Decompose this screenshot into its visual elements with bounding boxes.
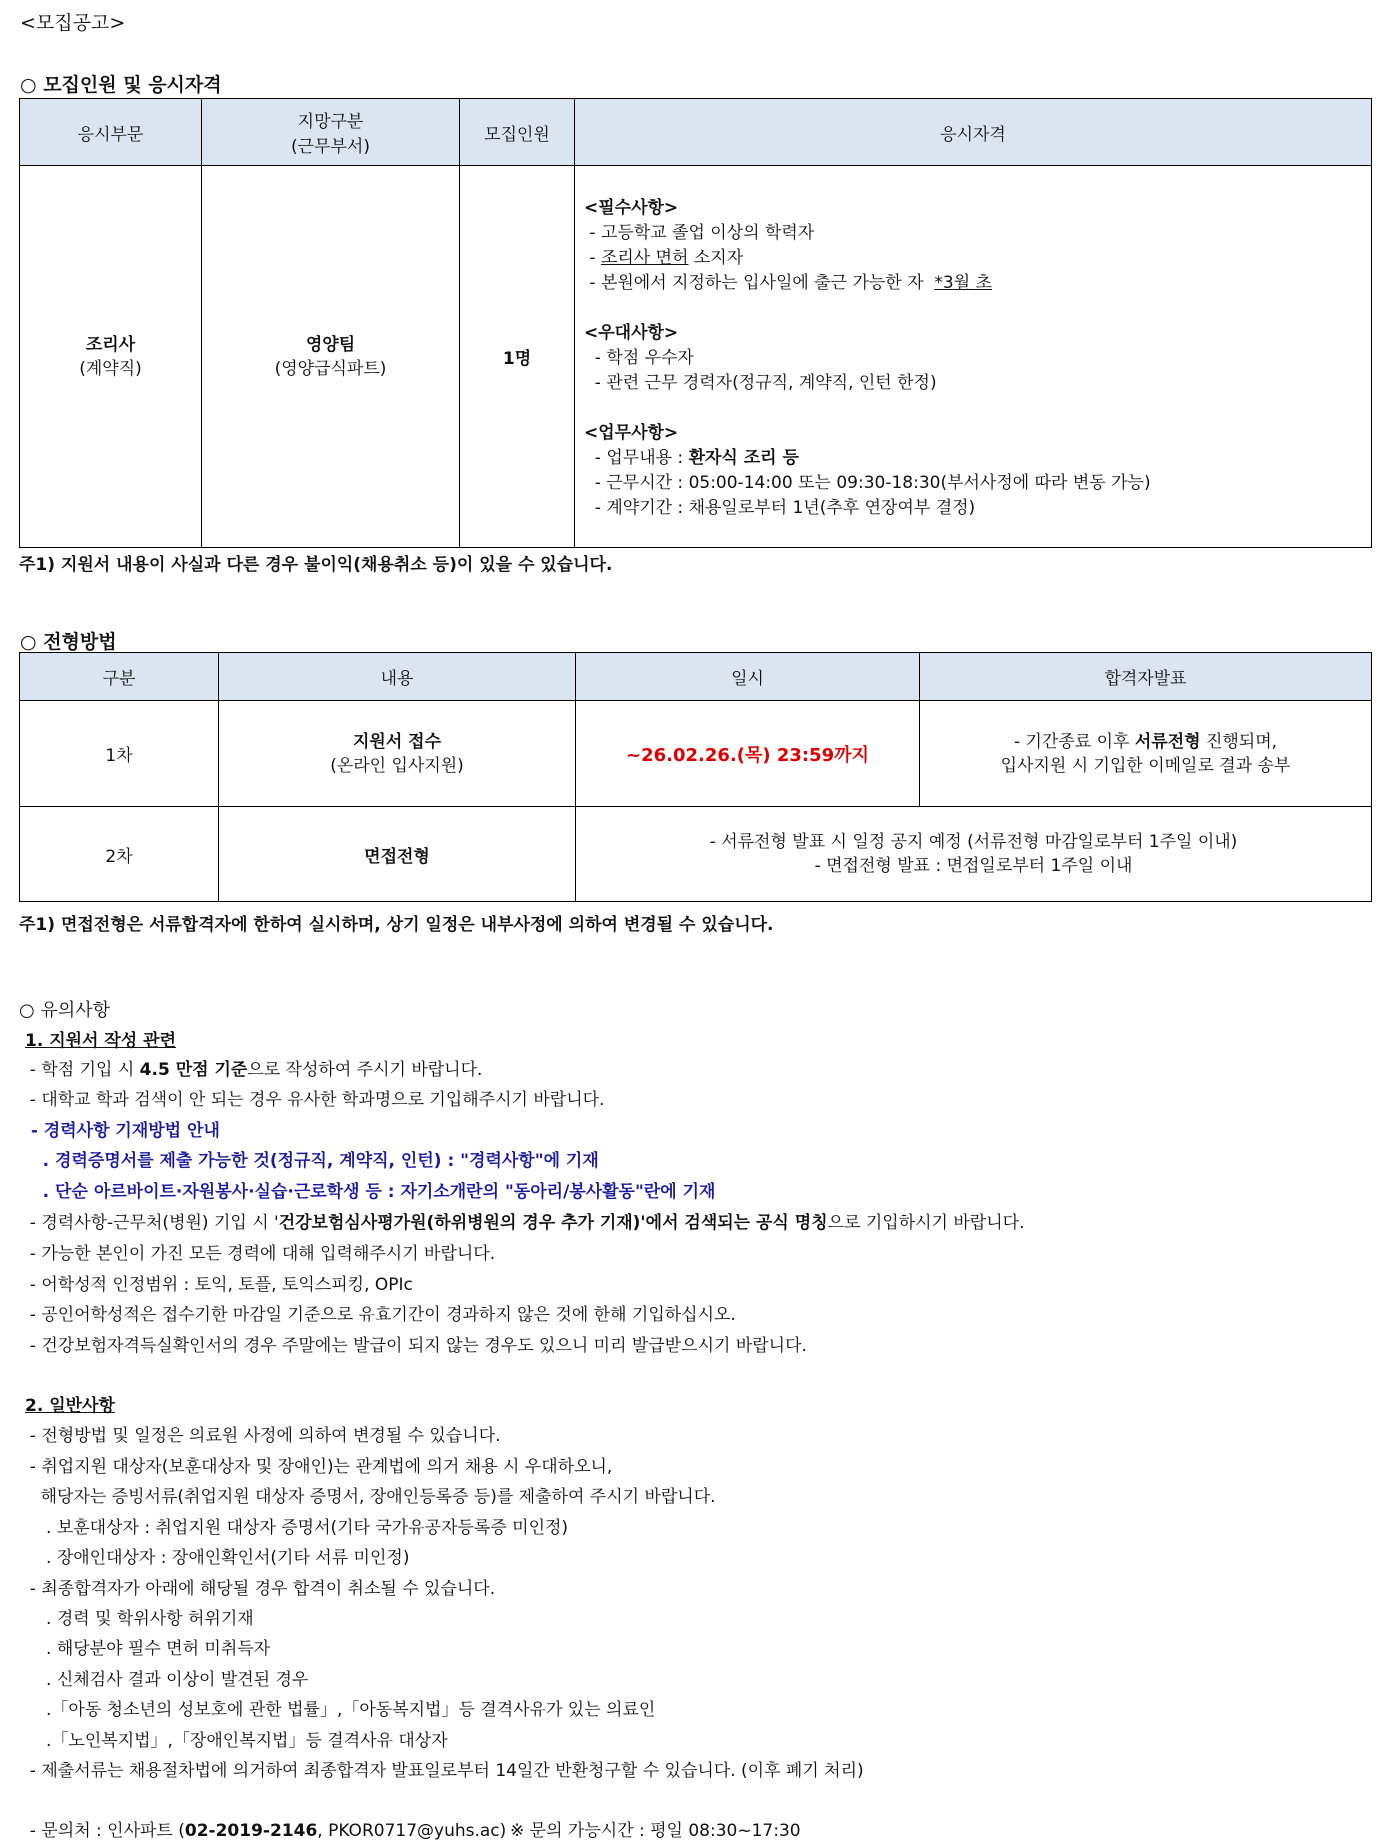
notice-b8: . 해당분야 필수 면허 미취득자 (19, 1639, 271, 1659)
dept-type: (계약직) (79, 358, 142, 379)
header-content: 내용 (219, 653, 576, 701)
cell-dept (20, 166, 202, 548)
notice-a6-pre: - 경력사항-근무처(병원) 기입 시 ' (19, 1213, 279, 1233)
notice-a1-post: 으로 작성하여 주시기 바랍니다. (247, 1060, 483, 1080)
notice-a1-pre: - 학점 기입 시 (19, 1060, 140, 1080)
section-heading-process: ○ 전형방법 (20, 631, 117, 653)
header-qualifications: 응시자격 (575, 99, 1372, 166)
stage-1-result-line2: 입사지원 시 기입한 이메일로 결과 송부 (1000, 755, 1291, 776)
stage-1-content-sub: (온라인 입사지원) (330, 755, 464, 776)
notice-a5: . 단순 아르바이트·자원봉사·실습·근로학생 등 : 자기소개란의 "동아리/봉사활동"란에 기재 (19, 1182, 716, 1202)
req-1: - 고등학교 졸업 이상의 학력자 (584, 223, 815, 243)
duty-1 (584, 446, 1371, 471)
recruitment-table (19, 98, 1372, 548)
pref-2: - 관련 근무 경력자(정규직, 계약직, 인턴 한정) (584, 373, 937, 393)
cell-count: 1명 (460, 166, 575, 548)
contact-line (19, 1816, 506, 1841)
notice-b2: - 취업지원 대상자(보훈대상자 및 장애인)는 관계법에 의거 채용 시 우대하오니, (19, 1457, 613, 1477)
stage-2-result-line2: - 면접전형 발표 : 면접일로부터 1주일 이내 (814, 856, 1133, 876)
team-name: 영양팀 (305, 334, 356, 355)
section-heading-recruitment: ○ 모집인원 및 응시자격 (20, 74, 222, 96)
notice-a10: - 건강보험자격득실확인서의 경우 주말에는 발급이 되지 않는 경우도 있으니 미리 발급받으시기 바랍니다. (19, 1336, 807, 1356)
stage-1-result-a: - 기간종료 이후 (1013, 731, 1135, 752)
notice-a1-bold: 4.5 만점 기준 (139, 1060, 248, 1080)
notice-b9: . 신체검사 결과 이상이 발견된 경우 (19, 1670, 309, 1690)
header-result: 합격자발표 (920, 653, 1372, 701)
header-date: 일시 (576, 653, 920, 701)
duty-1-prefix: - 업무내용 : (584, 448, 689, 468)
req-title: <필수사항> (584, 198, 679, 218)
process-table (19, 652, 1372, 902)
contact-post: , PKOR0717@yuhs.ac) (317, 1821, 507, 1841)
stage-1-result-b: 서류전형 (1134, 731, 1201, 752)
contact-hours: ※ 문의 가능시간 : 평일 08:30~17:30 (510, 1821, 801, 1841)
req-3-text: - 본원에서 지정하는 입사일에 출근 가능한 자 (584, 273, 935, 293)
pref-1: - 학점 우수자 (584, 348, 694, 368)
header-team (202, 99, 460, 166)
team-part: (영양급식파트) (274, 358, 387, 379)
req-2-license: 조리사 면허 (600, 248, 689, 268)
spacer (584, 396, 1371, 421)
header-team-label: 지망구분 (297, 112, 364, 132)
notice-b6: - 최종합격자가 아래에 해당될 경우 합격이 취소될 수 있습니다. (19, 1579, 496, 1599)
sub-heading-application: 1. 지원서 작성 관련 (25, 1031, 176, 1051)
stage-1-content (219, 701, 576, 807)
notice-b11: .「노인복지법」,「장애인복지법」등 결격사유 대상자 (19, 1731, 448, 1751)
notice-a2: - 대학교 학과 검색이 안 되는 경우 유사한 학과명으로 기입해주시기 바랍니다. (19, 1090, 605, 1110)
req-3-date: *3월 초 (934, 273, 992, 293)
notice-a6-bold: 건강보험심사평가원(하위병원의 경우 추가 기재)'에서 검색되는 공식 명칭 (278, 1213, 828, 1233)
req-3 (584, 271, 1371, 296)
header-count: 모집인원 (460, 99, 575, 166)
duty-2: - 근무시간 : 05:00-14:00 또는 09:30-18:30(부서사정에 따라 변동 가능) (584, 473, 1151, 493)
stage-2-result-line1: - 서류전형 발표 시 일정 공지 예정 (서류전형 마감일로부터 1주일 이내) (709, 832, 1238, 852)
header-team-dept: (근무부서) (291, 137, 370, 157)
stage-1-result-line1 (920, 730, 1371, 754)
notice-b4: . 보훈대상자 : 취업지원 대상자 증명서(기타 국가유공자등록증 미인정) (19, 1518, 569, 1538)
notice-a6 (19, 1208, 1024, 1233)
contact-phone: 02-2019-2146 (184, 1821, 318, 1841)
notice-b1: - 전형방법 및 일정은 의료원 사정에 의하여 변경될 수 있습니다. (19, 1426, 501, 1446)
notice-a1 (19, 1055, 482, 1080)
notice-a4: . 경력증명서를 제출 가능한 것(정규직, 계약직, 인턴) : "경력사항"에 기재 (19, 1151, 599, 1171)
notice-b10: .「아동 청소년의 성보호에 관한 법률」,「아동복지법」등 결격사유가 있는 의료인 (19, 1700, 656, 1720)
stage-2-result (576, 807, 1372, 902)
notice-a9: - 공인어학성적은 접수기한 마감일 기준으로 유효기간이 경과하지 않은 것에 한해 기입하십시오. (19, 1305, 736, 1325)
page-title: <모집공고> (20, 12, 126, 34)
stage-1-date: ~26.02.26.(목) 23:59까지 (576, 701, 920, 807)
stage-2: 2차 (20, 807, 219, 902)
cell-team (202, 166, 460, 548)
dept-name: 조리사 (85, 334, 136, 355)
notice-a7: - 가능한 본인이 가진 모든 경력에 대해 입력해주시기 바랍니다. (19, 1244, 496, 1264)
note-recruitment: 주1) 지원서 내용이 사실과 다른 경우 불이익(채용취소 등)이 있을 수 있습니다. (19, 555, 613, 575)
contact-pre: - 문의처 : 인사파트 ( (19, 1821, 185, 1841)
req-2-prefix: - (584, 248, 601, 268)
spacer (584, 296, 1371, 321)
note-process: 주1) 면접전형은 서류합격자에 한하여 실시하며, 상기 일정은 내부사정에 의하여 변경될 수 있습니다. (19, 915, 774, 935)
section-heading-notices: ○ 유의사항 (19, 1000, 110, 1021)
pref-title: <우대사항> (584, 323, 679, 343)
duty-3: - 계약기간 : 채용일로부터 1년(추후 연장여부 결정) (584, 498, 976, 518)
notice-a6-post: 으로 기입하시기 바랍니다. (827, 1213, 1025, 1233)
sub-heading-general: 2. 일반사항 (25, 1396, 115, 1416)
notice-a8: - 어학성적 인정범위 : 토익, 토플, 토익스피킹, OPIc (19, 1275, 413, 1295)
stage-1-result (920, 701, 1372, 807)
notice-b5: . 장애인대상자 : 장애인확인서(기타 서류 미인정) (19, 1548, 410, 1568)
header-field: 응시부문 (20, 99, 202, 166)
req-2 (584, 246, 1371, 271)
cell-qualifications (575, 166, 1372, 548)
notice-a3: - 경력사항 기재방법 안내 (19, 1121, 220, 1141)
notice-b3: 해당자는 증빙서류(취업지원 대상자 증명서, 장애인등록증 등)를 제출하여 주시기 바랍니다. (19, 1487, 716, 1507)
stage-2-content: 면접전형 (219, 807, 576, 902)
stage-1: 1차 (20, 701, 219, 807)
req-2-suffix: 소지자 (688, 248, 744, 268)
stage-1-content-title: 지원서 접수 (352, 731, 442, 752)
duty-1-bold: 환자식 조리 등 (688, 448, 799, 468)
stage-1-result-c: 진행되며, (1200, 731, 1278, 752)
duty-title: <업무사항> (584, 423, 679, 443)
notice-b12: - 제출서류는 채용절차법에 의거하여 최종합격자 발표일로부터 14일간 반환청구할 수 있습니다. (이후 폐기 처리) (19, 1761, 864, 1781)
header-stage: 구분 (20, 653, 219, 701)
notice-b7: . 경력 및 학위사항 허위기재 (19, 1609, 254, 1629)
